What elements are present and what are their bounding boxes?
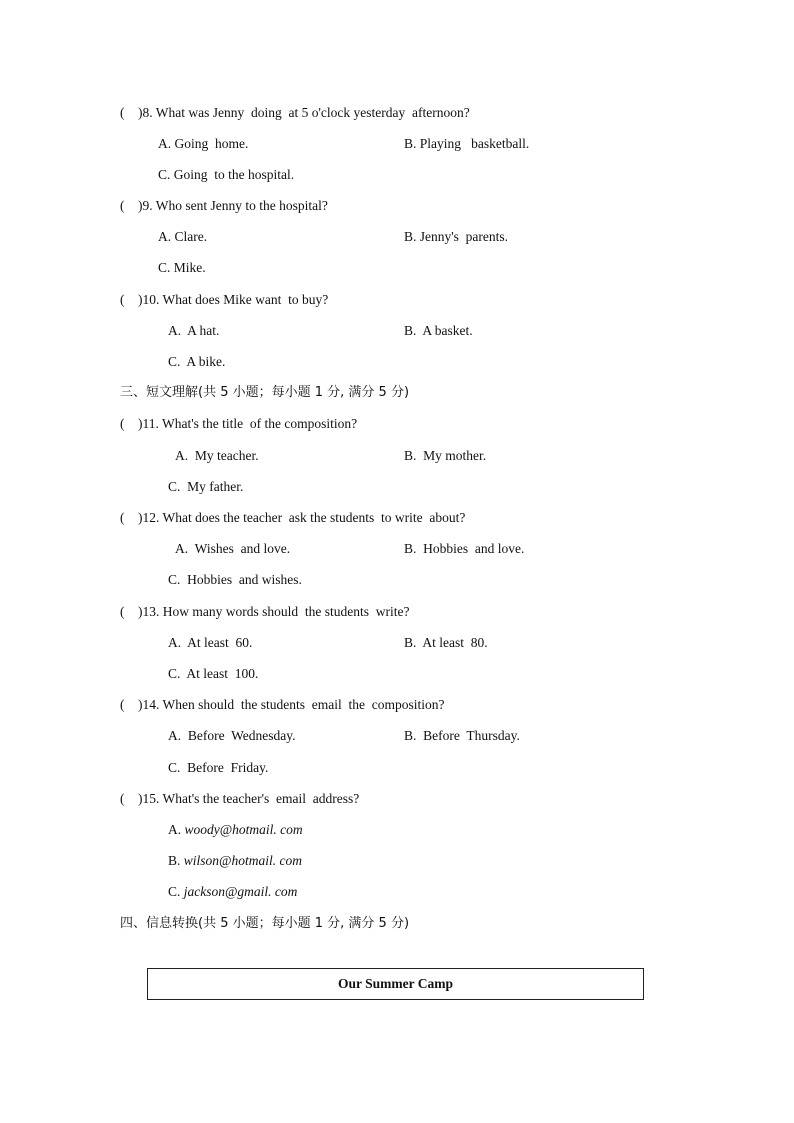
q12-option-b: B. Hobbies and love. (404, 541, 525, 556)
q10-option-b: B. A basket. (404, 323, 473, 338)
question-14: ( )14. When should the students email the composition? (120, 697, 445, 712)
q15-option-c (168, 883, 297, 901)
q11-option-a: A. My teacher. (175, 448, 259, 463)
q15-option-a (168, 821, 303, 839)
q13-option-c: C. At least 100. (168, 666, 259, 681)
q11-option-c: C. My father. (168, 479, 244, 494)
q15-option-b (168, 852, 302, 870)
q8-option-b: B. Playing basketball. (404, 136, 530, 151)
q8-option-c: C. Going to the hospital. (158, 167, 295, 182)
section-3-heading: 三、短文理解(共 5 小题；每小题 1 分, 满分 5 分) (120, 385, 410, 400)
table-title: Our Summer Camp (337, 976, 453, 991)
q14-option-c: C. Before Friday. (168, 760, 269, 775)
question-9: ( )9. Who sent Jenny to the hospital? (120, 198, 328, 213)
q13-option-a: A. At least 60. (168, 635, 253, 650)
q15-option-b-email: wilson@hotmail. com (183, 853, 302, 868)
q12-option-a: A. Wishes and love. (175, 541, 291, 556)
q9-option-a: A. Clare. (158, 229, 208, 244)
q15-option-b-letter: B. (168, 853, 184, 868)
question-11: ( )11. What's the title of the composition? (120, 416, 358, 431)
q13-option-b: B. At least 80. (404, 635, 488, 650)
section-4-heading: 四、信息转换(共 5 小题；每小题 1 分, 满分 5 分) (120, 916, 410, 931)
question-15: ( )15. What's the teacher's email address? (120, 791, 360, 806)
q15-option-a-email: woody@hotmail. com (184, 822, 303, 837)
q10-option-c: C. A bike. (168, 354, 226, 369)
question-10: ( )10. What does Mike want to buy? (120, 292, 329, 307)
q14-option-a: A. Before Wednesday. (168, 728, 296, 743)
q14-option-b: B. Before Thursday. (404, 728, 520, 743)
question-13: ( )13. How many words should the students write? (120, 604, 410, 619)
q9-option-b: B. Jenny's parents. (404, 229, 509, 244)
summer-camp-table (147, 968, 644, 1000)
question-12: ( )12. What does the teacher ask the students to write about? (120, 510, 466, 525)
q9-option-c: C. Mike. (158, 260, 206, 275)
q15-option-c-letter: C. (168, 884, 184, 899)
q8-option-a: A. Going home. (158, 136, 249, 151)
question-8: ( )8. What was Jenny doing at 5 o'clock yesterday afternoon? (120, 105, 470, 120)
q12-option-c: C. Hobbies and wishes. (168, 572, 302, 587)
q10-option-a: A. A hat. (168, 323, 220, 338)
q15-option-c-email: jackson@gmail. com (183, 884, 298, 899)
q15-option-a-letter: A. (168, 822, 185, 837)
q11-option-b: B. My mother. (404, 448, 487, 463)
